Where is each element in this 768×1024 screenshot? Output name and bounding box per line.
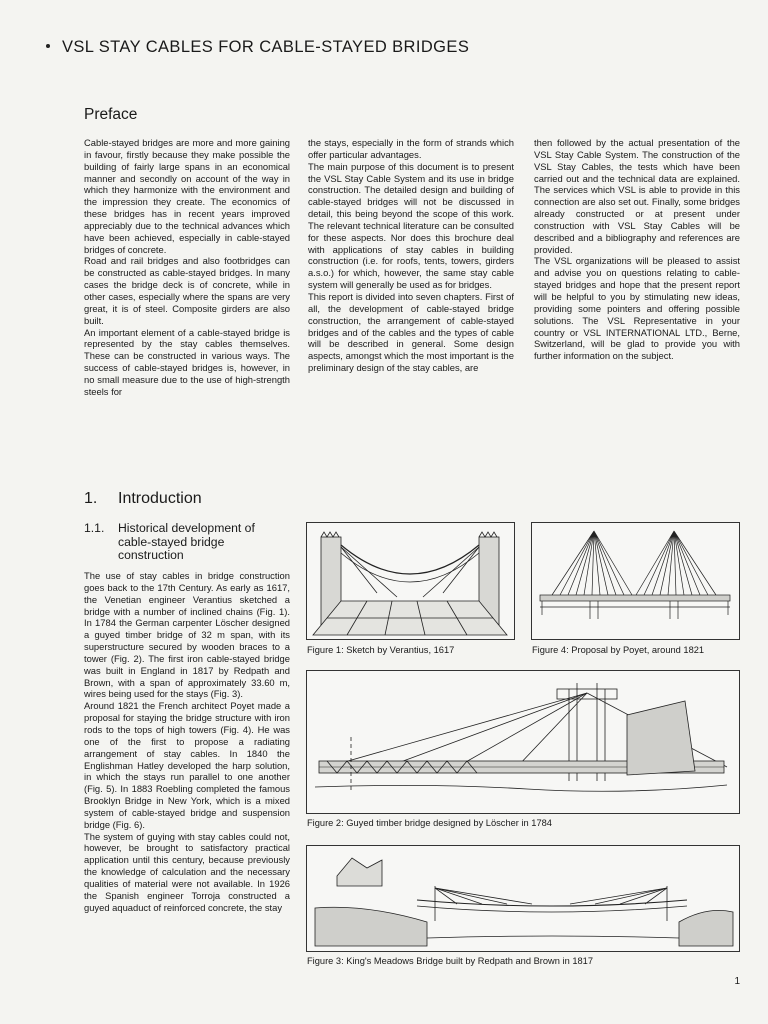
preface-paragraph: The main purpose of this document is to present the VSL Stay Cable System and its use in bridge construction. The detailed design and building of cable-stayed bridges will not be discussed in detail, this being beyond the scope of this work. The relevant technical literature can be consulted for these aspects. Nor does this brochure deal with applications of stay cables in building construction (i.e. for roofs, tents, towers, girders a.s.o.) for which, however, the same stay cable system will generally be used as for bridges. [308,160,514,291]
preface-column-1 [84,137,290,398]
preface-column-3 [534,137,740,362]
preface-heading: Preface [84,106,138,123]
poyet-bridge-drawing [532,523,739,639]
preface-paragraph: Road and rail bridges and also footbridges can be constructed as cable-stayed bridges. In many cases the bridge deck is of concrete, while in other cases, especially where the spans are very great, it is of steel. Composite girders are also built. [84,255,290,326]
preface-paragraph: The VSL organizations will be pleased to assist and advise you on questions relating to cable-stayed bridges and hope that the present report will be helpful to you by stimulating new ideas, providing some pointers and offering possible solutions. The VSL Representative in your country or VSL INTERNATIONAL LTD., Berne, Switzerland, will be glad to provide you with further information on the subject. [534,255,740,362]
figure-2-caption: Figure 2: Guyed timber bridge designed by Löscher in 1784 [307,818,552,828]
figure-2-loscher-timber-bridge [306,670,740,814]
page-number: 1 [734,976,740,987]
introduction-number: 1. [84,490,98,507]
preface-paragraph: An important element of a cable-stayed bridge is represented by the stay cables themselves. These can be constructed in various ways. The success of cable-stayed bridges is, however, in no small measure due to the use of high-strength steels for [84,326,290,397]
introduction-heading: Introduction [118,490,202,507]
introduction-paragraph: The system of guying with stay cables could not, however, be brought to satisfactory practical application until this century, because previously the knowledge of calculation and the necessary qualities of material were not available. In 1926 the Spanish engineer Torroja constructed a guyed aquaduct of reinforced concrete, the stay [84,830,290,913]
figure-4-caption: Figure 4: Proposal by Poyet, around 1821 [532,645,705,655]
figure-1-verantius-sketch [306,522,515,640]
preface-paragraph: This report is divided into seven chapters. First of all, the development of cable-stayed bridge construction, the arrangement of cable-stayed bridges and of the cables and the types of cable will be described in general. Some design aspects, amongst which the most important is the preliminary design of the stay cables, are [308,290,514,374]
figure-1-caption: Figure 1: Sketch by Verantius, 1617 [307,645,455,655]
figure-4-poyet-proposal [531,522,740,640]
introduction-body [84,570,290,913]
preface-paragraph: the stays, especially in the form of strands which offer particular advantages. [308,137,514,160]
subsection-title: Historical development of cable-stayed bridge construction [118,521,255,562]
document-title: VSL STAY CABLES FOR CABLE-STAYED BRIDGES [62,38,470,56]
preface-column-2 [308,137,514,374]
verantius-bridge-drawing [307,523,514,639]
preface-paragraph: then followed by the actual presentation of the VSL Stay Cable System. The construction of the VSL Stay Cables, the tests which have been carried out and the technical data are explained. The services which VSL is able to provide in this connection are also set out. Finally, some bridges already constructed or at present under construction with VSL Stay Cables will be described and a bibliography and references are provided. [534,137,740,255]
kings-meadows-bridge-drawing [307,846,739,951]
figure-3-caption: Figure 3: King's Meadows Bridge built by Redpath and Brown in 1817 [307,956,594,966]
preface-paragraph: Cable-stayed bridges are more and more gaining in favour, firstly because they make possible the building of fairly large spans in an economical manner and secondly on account of the way in which they harmonize with the environment and the impression they create. The economics of these bridges has in recent years improved appreciably due to the technical advances which have been achieved, especially in cable-stayed bridges of concrete. [84,137,290,255]
loscher-bridge-drawing [307,671,739,813]
introduction-paragraph: The use of stay cables in bridge construction goes back to the 17th Century. As early as 1617, the Venetian engineer Verantius sketched a bridge with a number of inclined chains (Fig. 1). In 1784 the German carpenter Löscher designed a guyed timber bridge of 32 m span, with its superstructure secured by wooden braces to a tower (Fig. 2). The first iron cable-stayed bridge was built in England in 1817 by Redpath and Brown, with a span of approximately 33.60 m, wires being used for the stays (Fig. 3). [84,570,290,700]
subsection-number: 1.1. [84,521,105,535]
bullet-mark [46,44,50,48]
figure-3-kings-meadows-bridge [306,845,740,952]
introduction-paragraph: Around 1821 the French architect Poyet made a proposal for staying the bridge structure with iron rods to the tops of high towers (Fig. 4). He was one of the first to propose a radiating arrangement of stay cables. In 1840 the Englishman Hatley developed the harp solution, in which the stays run parallel to one another (Fig. 5). In 1883 Roebling completed the famous Brooklyn Bridge in New York, which is a mixed system of cable-stayed bridge and suspension bridge (Fig. 6). [84,700,290,830]
